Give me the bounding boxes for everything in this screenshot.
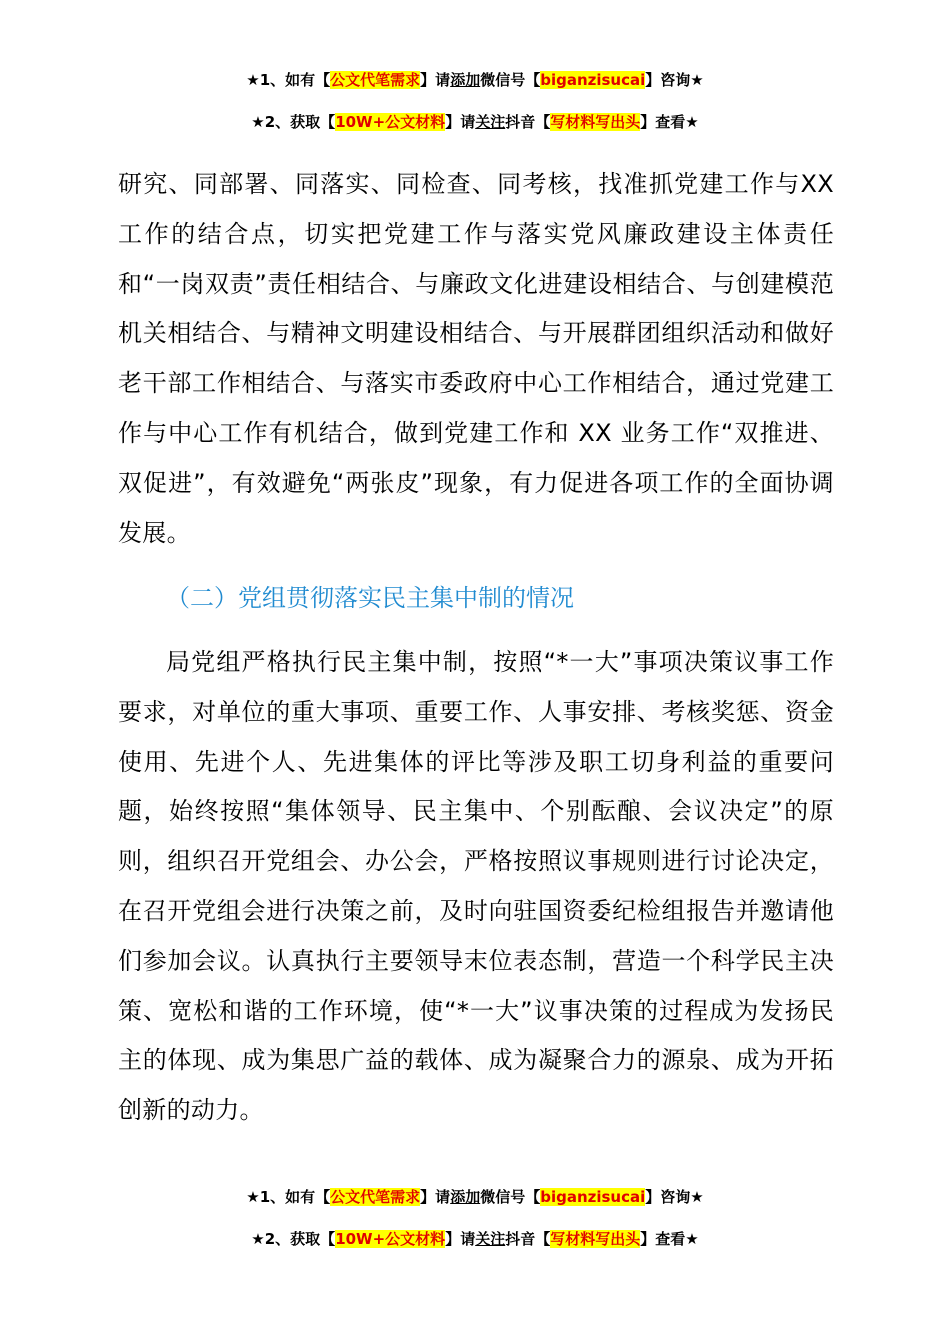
top-banner-line-2 bbox=[0, 112, 950, 132]
section-heading: （二）党组贯彻落实民主集中制的情况 bbox=[166, 584, 574, 612]
banner-text: 】请 bbox=[445, 113, 476, 131]
banner-suffix: 】查看★ bbox=[640, 113, 699, 131]
banner-highlight-wechat-id: biganzisucai bbox=[540, 71, 646, 89]
banner-highlight-materials: 10W+公文材料 bbox=[335, 1230, 446, 1248]
banner-underlined-text: 添加 bbox=[450, 1188, 481, 1206]
banner-suffix: 】咨询★ bbox=[645, 1188, 704, 1206]
paragraph-1: 研究、同部署、同落实、同检查、同考核，找准抓党建工作与XX 工作的结合点，切实把党建工作与落实党风廉政建设主体责任和“一岗双责”责任相结合、与廉政文化进建设相结合、与创建模范机关相结合、与精神文明建设相结合、与开展群团组织活动和做好老干部工作相结合、与落实市委政府中心工作相结合，通过党建工作与中心工作有机结合，做到党建工作和 XX 业务工作“双推进、双促进”，有效避免“两张皮”现象，有力促进各项工作的全面协调发展。 bbox=[118, 170, 834, 547]
banner-suffix: 】查看★ bbox=[640, 1230, 699, 1248]
paragraph-2: 局党组严格执行民主集中制，按照“*一大”事项决策议事工作要求，对单位的重大事项、重要工作、人事安排、考核奖惩、资金使用、先进个人、先进集体的评比等涉及职工切身利益的重要问题，始终按照“集体领导、民主集中、个别酝酿、会议决定”的原则，组织召开党组会、办公会，严格按照议事规则进行讨论决定，在召开党组会进行决策之前，及时向驻国资委纪检组报告并邀请他们参加会议。认真执行主要领导末位表态制，营造一个科学民主决策、宽松和谐的工作环境，使“*一大”议事决策的过程成为发扬民主的体现、成为集思广益的载体、成为凝聚合力的源泉、成为开拓创新的动力。 bbox=[118, 648, 834, 1125]
banner-text: 抖音【 bbox=[505, 1230, 551, 1248]
banner-text: 】请 bbox=[420, 1188, 451, 1206]
banner-text: 微信号【 bbox=[480, 1188, 541, 1206]
bottom-banner-line-2 bbox=[0, 1229, 950, 1249]
document-body-section-1 bbox=[118, 160, 834, 558]
banner-highlight-service: 公文代笔需求 bbox=[330, 1188, 421, 1206]
banner-text: 】请 bbox=[420, 71, 451, 89]
banner-highlight-douyin: 写材料写出头 bbox=[550, 113, 641, 131]
banner-suffix: 】咨询★ bbox=[645, 71, 704, 89]
banner-prefix: ★2、获取【 bbox=[251, 1230, 336, 1248]
banner-text: 抖音【 bbox=[505, 113, 551, 131]
banner-prefix: ★2、获取【 bbox=[251, 113, 336, 131]
banner-highlight-douyin: 写材料写出头 bbox=[550, 1230, 641, 1248]
banner-highlight-materials: 10W+公文材料 bbox=[335, 113, 446, 131]
banner-highlight-wechat-id: biganzisucai bbox=[540, 1188, 646, 1206]
banner-underlined-text: 关注 bbox=[475, 1230, 506, 1248]
banner-text: 微信号【 bbox=[480, 71, 541, 89]
banner-text: 】请 bbox=[445, 1230, 476, 1248]
banner-prefix: ★1、如有【 bbox=[246, 71, 331, 89]
banner-underlined-text: 关注 bbox=[475, 113, 506, 131]
bottom-banner-line-1 bbox=[0, 1187, 950, 1207]
banner-prefix: ★1、如有【 bbox=[246, 1188, 331, 1206]
banner-highlight-service: 公文代笔需求 bbox=[330, 71, 421, 89]
document-body-section-2 bbox=[118, 638, 834, 1136]
top-banner-line-1 bbox=[0, 70, 950, 90]
banner-underlined-text: 添加 bbox=[450, 71, 481, 89]
